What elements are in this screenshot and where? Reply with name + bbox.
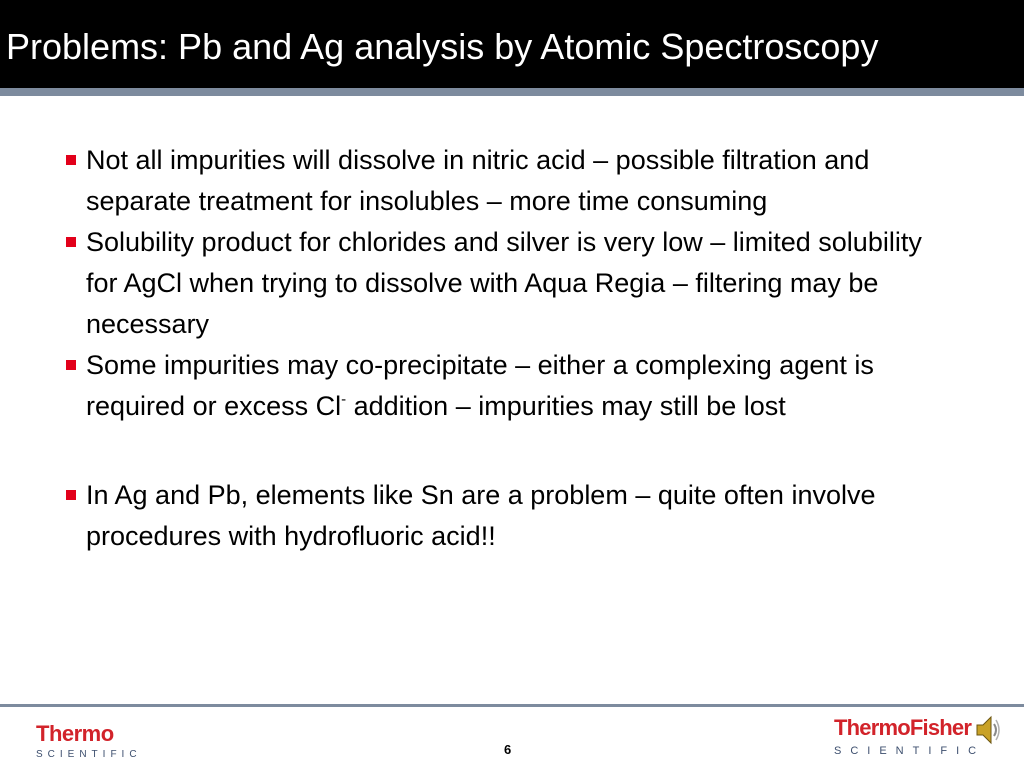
logo-brand-text: Thermo: [36, 721, 114, 746]
bullet-text: In Ag and Pb, elements like Sn are a problem – quite often involve procedures with hydrofluoric acid!!: [86, 480, 876, 551]
logo-sub-text: SCIENTIFIC: [36, 749, 142, 760]
thermo-fisher-logo: [834, 716, 985, 758]
bullet-item: [62, 222, 922, 345]
chloride-superscript: -: [341, 391, 347, 408]
logo-brand-text: ThermoFisher: [834, 715, 972, 740]
title-divider: [0, 88, 1024, 96]
square-bullet-icon: [66, 360, 76, 370]
bullet-text: Solubility product for chlorides and silver is very low – limited solubility for AgCl when trying to dissolve with Aqua Regia – filtering may be necessary: [86, 227, 922, 339]
square-bullet-icon: [66, 237, 76, 247]
page-number: 6: [504, 742, 512, 757]
thermo-scientific-logo: [36, 722, 142, 762]
footer-divider: [0, 704, 1024, 707]
bullet-text-part: addition – impurities may still be lost: [346, 391, 786, 421]
bullet-item: [62, 345, 922, 431]
logo-sub-text: SCIENTIFIC: [834, 745, 986, 757]
bullet-text: [86, 350, 874, 421]
slide-title: Problems: Pb and Ag analysis by Atomic Spectroscopy: [6, 26, 879, 67]
bullet-item: [62, 475, 922, 557]
square-bullet-icon: [66, 490, 76, 500]
title-bar: [0, 0, 1024, 88]
bullet-item: [62, 140, 922, 222]
bullet-text: Not all impurities will dissolve in nitric acid – possible filtration and separate treatment for insolubles – more time consuming: [86, 145, 870, 216]
square-bullet-icon: [66, 155, 76, 165]
bullet-list: [62, 140, 922, 557]
speaker-icon[interactable]: [975, 712, 1001, 748]
bullet-text-part: Some impurities may co-precipitate – either a complexing agent is required or excess Cl: [86, 350, 874, 421]
